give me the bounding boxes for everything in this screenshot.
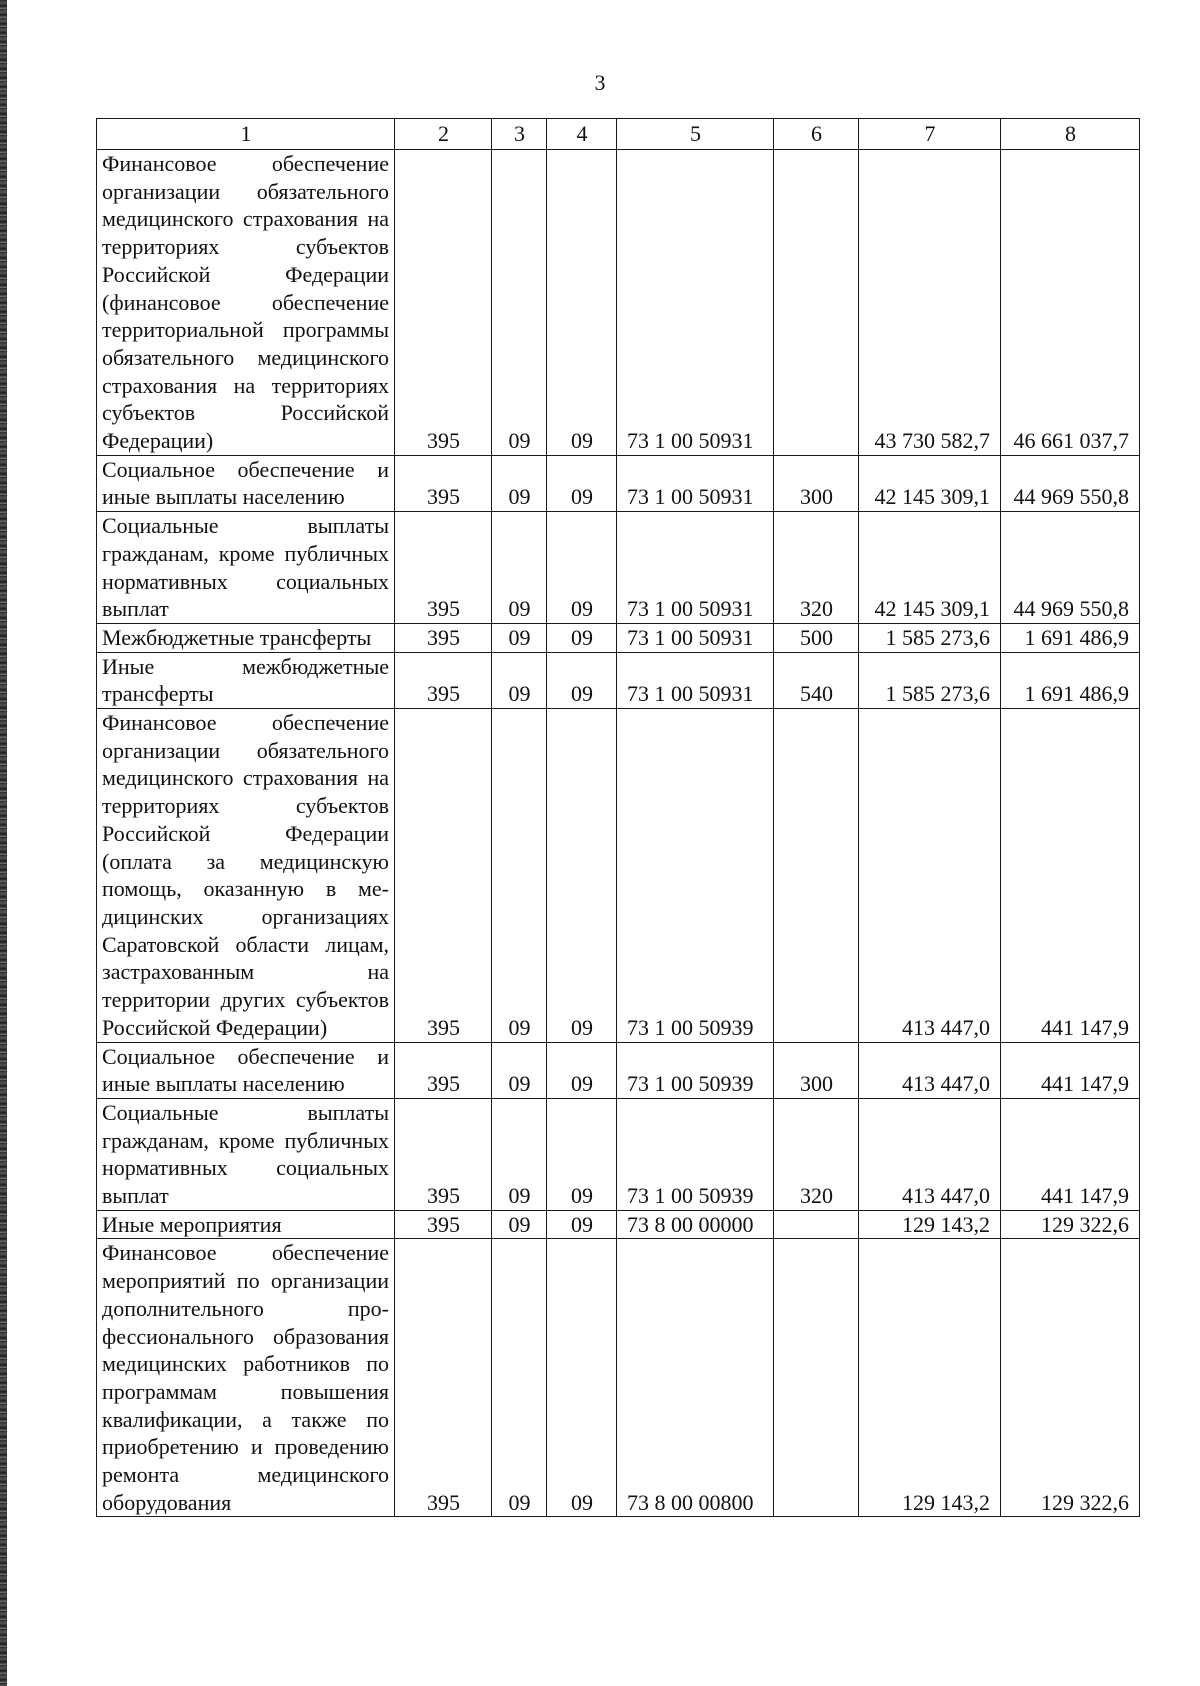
expense-type-cell: 320: [774, 512, 859, 624]
amount-col7-cell: 1 585 273,6: [859, 623, 1001, 652]
ministry-code-cell: 395: [395, 1239, 492, 1517]
amount-col8-cell: 1 691 486,9: [1001, 652, 1140, 708]
ministry-code-cell: 395: [395, 652, 492, 708]
expense-type-cell: 540: [774, 652, 859, 708]
column-header: 2: [395, 119, 492, 150]
target-article-cell: 73 1 00 50939: [617, 1098, 774, 1210]
subsection-code-cell: 09: [547, 150, 617, 456]
column-header: 7: [859, 119, 1001, 150]
column-header: 4: [547, 119, 617, 150]
row-name-cell: Иные мероприятия: [97, 1210, 395, 1239]
row-name-cell: Социальное обеспечение и иные выплаты населению: [97, 455, 395, 511]
target-article-cell: 73 1 00 50931: [617, 623, 774, 652]
subsection-code-cell: 09: [547, 709, 617, 1042]
table-row: [97, 652, 1140, 708]
amount-col8-cell: 44 969 550,8: [1001, 455, 1140, 511]
page-number: 3: [594, 70, 606, 95]
section-code-cell: 09: [492, 1210, 547, 1239]
section-code-cell: 09: [492, 709, 547, 1042]
table-row: [97, 1210, 1140, 1239]
subsection-code-cell: 09: [547, 1239, 617, 1517]
expense-type-cell: [774, 1239, 859, 1517]
section-code-cell: 09: [492, 1098, 547, 1210]
subsection-code-cell: 09: [547, 1210, 617, 1239]
ministry-code-cell: 395: [395, 512, 492, 624]
amount-col7-cell: 413 447,0: [859, 1098, 1001, 1210]
column-number-row: [97, 119, 1140, 150]
row-name-cell: Финансовое обеспечение организации обязательного медицинского страхования на территориях субъектов Российской Федерации (оплата за медицинскую помощь, оказанную в медицинских организациях Саратовской области лицам, застрахованным на территории других субъектов Российской Федерации): [97, 709, 395, 1042]
table-row: [97, 150, 1140, 456]
amount-col7-cell: 43 730 582,7: [859, 150, 1001, 456]
section-code-cell: 09: [492, 1239, 547, 1517]
target-article-cell: 73 1 00 50931: [617, 652, 774, 708]
amount-col7-cell: 413 447,0: [859, 1042, 1001, 1098]
subsection-code-cell: 09: [547, 455, 617, 511]
section-code-cell: 09: [492, 1042, 547, 1098]
ministry-code-cell: 395: [395, 1042, 492, 1098]
row-name-cell: Межбюджетные трансферты: [97, 623, 395, 652]
amount-col8-cell: 46 661 037,7: [1001, 150, 1140, 456]
table-row: [97, 455, 1140, 511]
table-row: [97, 1239, 1140, 1517]
amount-col8-cell: 129 322,6: [1001, 1239, 1140, 1517]
row-name-cell: Социальное обеспечение и иные выплаты населению: [97, 1042, 395, 1098]
amount-col7-cell: 42 145 309,1: [859, 455, 1001, 511]
column-header: 3: [492, 119, 547, 150]
target-article-cell: 73 1 00 50939: [617, 1042, 774, 1098]
table-body: [97, 119, 1140, 1517]
column-header: 6: [774, 119, 859, 150]
ministry-code-cell: 395: [395, 709, 492, 1042]
section-code-cell: 09: [492, 623, 547, 652]
table-row: [97, 623, 1140, 652]
target-article-cell: 73 8 00 00000: [617, 1210, 774, 1239]
amount-col7-cell: 1 585 273,6: [859, 652, 1001, 708]
budget-table: [96, 118, 1140, 1517]
amount-col7-cell: 413 447,0: [859, 709, 1001, 1042]
row-name-cell: Социальные выплаты гражданам, кроме публичных нормативных социальных выплат: [97, 512, 395, 624]
expense-type-cell: [774, 1210, 859, 1239]
section-code-cell: 09: [492, 150, 547, 456]
expense-type-cell: 300: [774, 455, 859, 511]
subsection-code-cell: 09: [547, 1042, 617, 1098]
amount-col8-cell: 441 147,9: [1001, 1098, 1140, 1210]
column-header: 8: [1001, 119, 1140, 150]
amount-col7-cell: 42 145 309,1: [859, 512, 1001, 624]
column-header: 5: [617, 119, 774, 150]
amount-col8-cell: 1 691 486,9: [1001, 623, 1140, 652]
subsection-code-cell: 09: [547, 1098, 617, 1210]
scan-edge: [0, 0, 7, 1686]
expense-type-cell: [774, 709, 859, 1042]
table-row: [97, 709, 1140, 1042]
target-article-cell: 73 1 00 50931: [617, 455, 774, 511]
row-name-cell: Социальные выплаты гражданам, кроме публичных нормативных социальных выплат: [97, 1098, 395, 1210]
ministry-code-cell: 395: [395, 150, 492, 456]
expense-type-cell: 300: [774, 1042, 859, 1098]
column-header: 1: [97, 119, 395, 150]
target-article-cell: 73 8 00 00800: [617, 1239, 774, 1517]
target-article-cell: 73 1 00 50931: [617, 512, 774, 624]
amount-col8-cell: 129 322,6: [1001, 1210, 1140, 1239]
amount-col7-cell: 129 143,2: [859, 1210, 1001, 1239]
amount-col8-cell: 441 147,9: [1001, 1042, 1140, 1098]
expense-type-cell: 500: [774, 623, 859, 652]
row-name-cell: Финансовое обеспечение мероприятий по организации дополнительного профессионального образования медицинских работников по программам повышения квалификации, а также по приобретению и проведению ремонта медицинского оборудования: [97, 1239, 395, 1517]
amount-col8-cell: 44 969 550,8: [1001, 512, 1140, 624]
row-name-cell: Финансовое обеспечение организации обязательного медицинского страхования на территориях субъектов Российской Федерации (финансовое обеспечение территориальной программы обязательного медицинского страхования на территориях субъектов Российской Федерации): [97, 150, 395, 456]
ministry-code-cell: 395: [395, 623, 492, 652]
ministry-code-cell: 395: [395, 455, 492, 511]
subsection-code-cell: 09: [547, 623, 617, 652]
expense-type-cell: 320: [774, 1098, 859, 1210]
ministry-code-cell: 395: [395, 1098, 492, 1210]
ministry-code-cell: 395: [395, 1210, 492, 1239]
section-code-cell: 09: [492, 512, 547, 624]
subsection-code-cell: 09: [547, 512, 617, 624]
amount-col8-cell: 441 147,9: [1001, 709, 1140, 1042]
expense-type-cell: [774, 150, 859, 456]
row-name-cell: Иные межбюджетные трансферты: [97, 652, 395, 708]
table-row: [97, 512, 1140, 624]
section-code-cell: 09: [492, 455, 547, 511]
target-article-cell: 73 1 00 50931: [617, 150, 774, 456]
table-row: [97, 1098, 1140, 1210]
table-row: [97, 1042, 1140, 1098]
subsection-code-cell: 09: [547, 652, 617, 708]
amount-col7-cell: 129 143,2: [859, 1239, 1001, 1517]
target-article-cell: 73 1 00 50939: [617, 709, 774, 1042]
section-code-cell: 09: [492, 652, 547, 708]
